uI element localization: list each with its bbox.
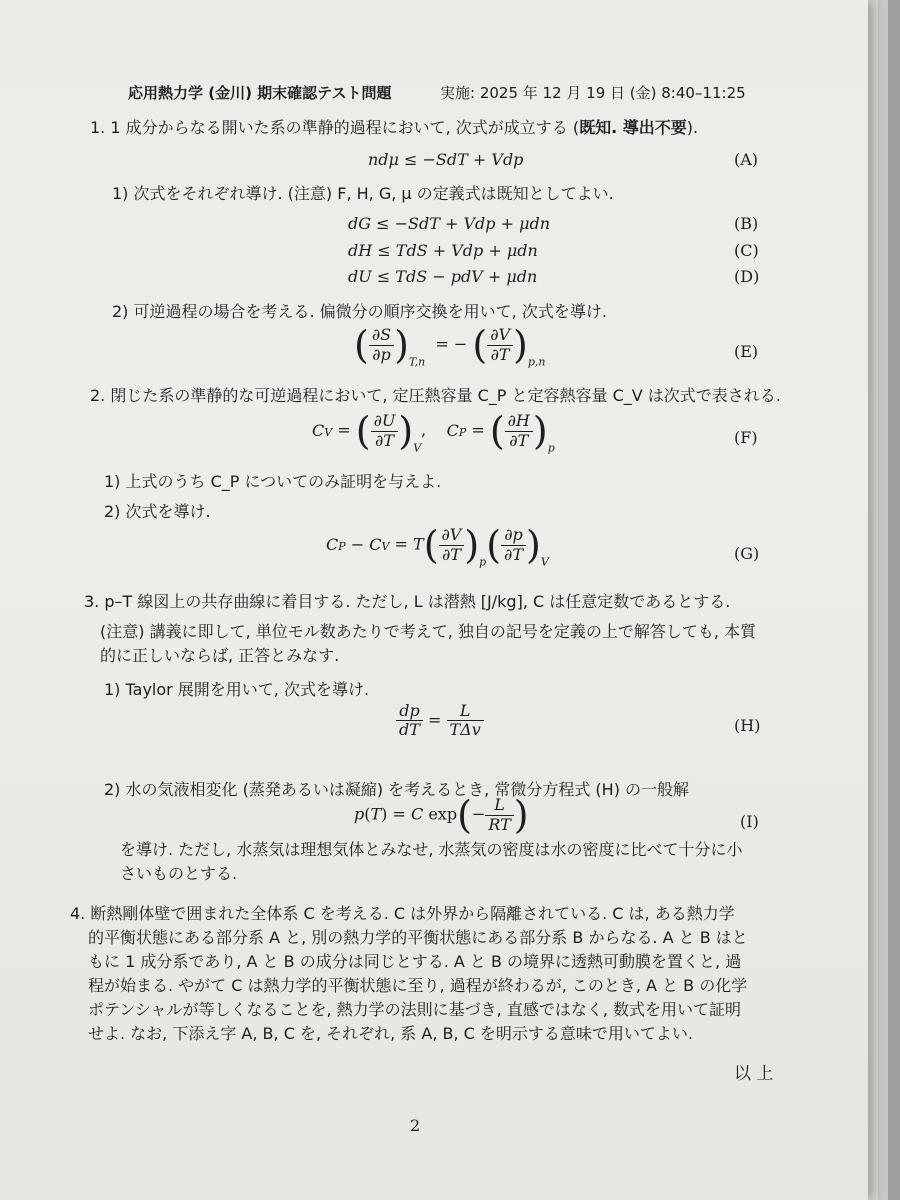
q3-note-line2: 的に正しいならば, 正答とみなす. [100, 646, 340, 665]
equation-tag-g: (G) [734, 544, 760, 563]
q3-sub2: 2) 水の気液相変化 (蒸発あるいは凝縮) を考えるとき, 常微分方程式 (H) の一般解 [104, 780, 690, 799]
q1-sub1: 1) 次式をそれぞれ導け. (注意) F, H, G, μ の定義式は既知としてよい. [112, 184, 614, 203]
exam-date: 実施: 2025 年 12 月 19 日 (金) 8:40–11:25 [440, 84, 746, 102]
q4-line2: 的平衡状態にある部分系 A と, 別の熱力学的平衡状態にある部分系 B からなる. A と B はと [88, 928, 748, 947]
equation-tag-f: (F) [734, 428, 758, 447]
equation-b: dG ≤ −SdT + Vdp + μdn [348, 214, 551, 233]
equation-d: dU ≤ TdS − pdV + μdn [348, 267, 538, 286]
q3-stem: 3. p–T 線図上の共存曲線に着目する. ただし, L は潜熱 [J/kg], C は任意定数であるとする. [84, 592, 731, 611]
equation-a: ndμ ≤ −SdT + Vdp [368, 150, 524, 169]
q3-note-line1: (注意) 講義に即して, 単位モル数あたりで考えて, 独自の記号を定義の上で解答しても, 本質 [100, 622, 757, 641]
q2-stem: 2. 閉じた系の準静的な可逆過程において, 定圧熱容量 C_P と定容熱容量 C_V は次式で表される. [90, 386, 781, 405]
equation-g: CP − CV = T( $\frac{\partial V}{\partial T}$ )$_p$( $\frac{\partial p}{\partial T}$ )$_V$ [326, 523, 549, 569]
page-number: 2 [410, 1116, 421, 1135]
equation-tag-h: (H) [734, 716, 761, 735]
equation-tag-b: (B) [734, 214, 759, 233]
equation-tag-e: (E) [734, 342, 759, 361]
q2-sub2: 2) 次式を導け. [104, 502, 211, 521]
equation-c: dH ≤ TdS + Vdp + μdn [348, 241, 538, 260]
equation-f: CV = ( $\frac{\partial U}{\partial T}$ )$_V$, CP = ( $\frac{\partial H}{\partial T}$ )$_p$ [312, 409, 555, 455]
q1-sub2: 2) 可逆過程の場合を考える. 偏微分の順序交換を用いて, 次式を導け. [112, 302, 607, 321]
equation-tag-i: (I) [740, 812, 759, 831]
q4-line5: ポテンシャルが等しくなることを, 熱力学の法則に基づき, 直感ではなく, 数式を用いて証明 [88, 1000, 741, 1019]
q2-sub1: 1) 上式のうち C_P についてのみ証明を与えよ. [104, 472, 442, 491]
q4-line3: もに 1 成分系であり, A と B の成分は同じとする. A と B の境界に透熱可動膜を置くと, 過 [88, 952, 742, 971]
q3-tail-line2: さいものとする. [120, 864, 238, 883]
equation-i: p(T) = C exp(− $\frac{L}{RT}$ ) [354, 793, 529, 837]
page-stack-edge [868, 0, 878, 1200]
q3-tail-line1: を導け. ただし, 水蒸気は理想気体とみなせ, 水蒸気の密度は水の密度に比べて十分に小 [120, 840, 743, 859]
q3-sub1: 1) Taylor 展開を用いて, 次式を導け. [104, 680, 370, 699]
equation-tag-d: (D) [734, 267, 760, 286]
equation-e: ( $\frac{\partial S}{\partial p}$ )$_{T,n}$ = − ( $\frac{\partial V}{\partial T}$ )$_{p,n}$ [354, 323, 546, 369]
q4-line1: 4. 断熱剛体壁で囲まれた全体系 C を考える. C は外界から隔離されている. C は, ある熱力学 [70, 904, 735, 923]
q4-line6: せよ. なお, 下添え字 A, B, C を, それぞれ, 系 A, B, C を明示する意味で用いてよい. [88, 1024, 693, 1043]
page-stack-edge [888, 0, 900, 1200]
equation-tag-c: (C) [734, 241, 759, 260]
exam-title: 応用熱力学 (金川) 期末確認テスト問題 [128, 84, 392, 102]
equation-h: $\frac{dp}{dT}$ = $\frac{L}{\text{TΔv}}$ [396, 702, 484, 740]
q4-line4: 程が始まる. やがて C は熱力学的平衡状態に至り, 過程が終わるが, このとき, A と B の化学 [88, 976, 748, 995]
q1-stem: 1. 1 成分からなる開いた系の準静的過程において, 次式が成立する (既知. 導出不要). [90, 118, 699, 137]
equation-tag-a: (A) [734, 150, 759, 169]
end-mark: 以 上 [734, 1064, 774, 1084]
page-stack-edge [878, 0, 888, 1200]
